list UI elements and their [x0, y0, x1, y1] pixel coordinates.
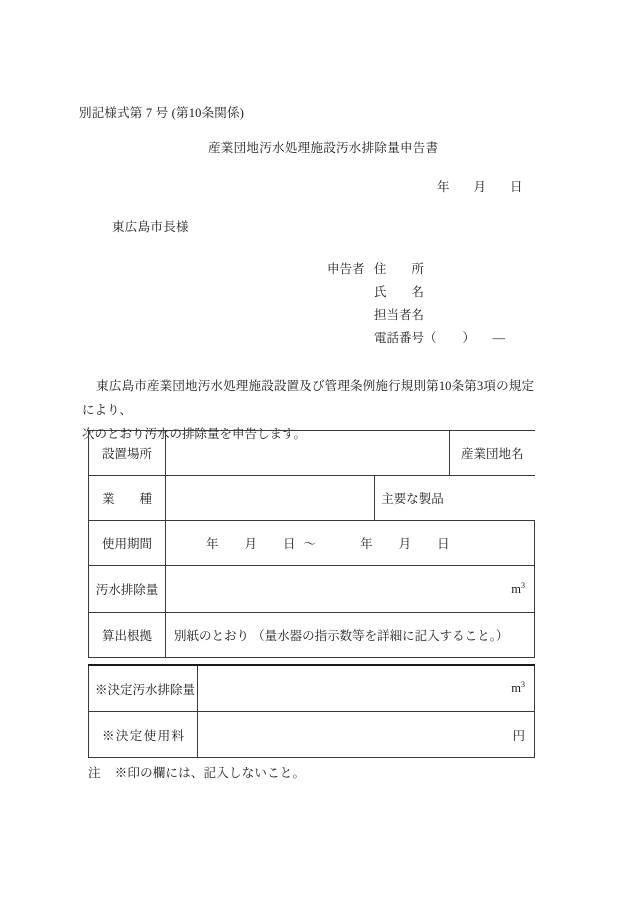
row-label-determined-discharge — [89, 665, 198, 712]
official-use-table — [88, 664, 535, 758]
row-value-basis[interactable]: 別紙のとおり （量水器の指示数等を詳細に記入すること。） — [166, 613, 535, 658]
period-tilde: ～ — [303, 537, 317, 551]
row-label-discharge — [89, 566, 166, 613]
declarant-phone-label: 電話番号 — [374, 331, 425, 345]
note-text: ※印の欄には、記入しないこと。 — [114, 766, 306, 780]
row-label-basis — [89, 613, 166, 658]
document-title: 産業団地汚水処理施設汚水排除量申告書 — [208, 141, 439, 155]
date-month-label: 月 — [473, 180, 487, 194]
table-row-determined-fee — [89, 712, 535, 758]
row-sublabel-industry-text: 主要な製品 — [381, 492, 444, 506]
main-form-table — [88, 430, 535, 658]
table-row-basis — [89, 613, 535, 658]
unit-m: m — [511, 581, 521, 596]
row-value-period[interactable] — [166, 521, 535, 566]
phone-open-paren: （ — [424, 331, 437, 345]
declarant-block — [327, 258, 505, 350]
row-sublabel-industry-cell — [375, 476, 535, 521]
date-day-label: 日 — [510, 180, 523, 194]
unit-cubic-meter — [511, 582, 525, 596]
unit-cubic-meter-official — [511, 681, 525, 695]
table-row-period — [89, 521, 535, 566]
phone-dash: ― — [492, 331, 506, 345]
table-row-discharge — [89, 566, 535, 613]
row-label-determined-fee — [89, 712, 198, 758]
row-value-discharge[interactable] — [166, 566, 535, 613]
declarant-contact-label: 担当者名 — [374, 308, 425, 322]
unit-m-official: m — [511, 681, 521, 695]
row-label-period-text: 使用期間 — [102, 537, 153, 551]
row-sublabel-location-text: 産業団地名 — [460, 447, 524, 461]
period-month-to: 月 — [398, 537, 412, 551]
row-label-location — [89, 431, 166, 476]
note-prefix: 注 — [88, 766, 101, 780]
row-value-industry[interactable] — [166, 476, 375, 521]
unit-exponent: 3 — [521, 580, 525, 590]
declarant-phone-row — [327, 327, 505, 350]
unit-yen: 円 — [512, 728, 525, 743]
unit-exponent-official: 3 — [521, 679, 525, 689]
row-label-industry-text: 業種 — [102, 492, 152, 506]
date-year-label: 年 — [437, 180, 450, 194]
row-label-discharge-text: 汚水排除量 — [95, 583, 159, 597]
declarant-name-row — [327, 281, 505, 304]
period-month-from: 月 — [244, 537, 258, 551]
period-year-to: 年 — [360, 537, 373, 551]
period-year-from: 年 — [206, 537, 219, 551]
period-day-to: 日 — [437, 537, 450, 551]
table-row-location — [89, 431, 535, 476]
addressee: 東広島市長様 — [112, 220, 189, 234]
body-line-2: 次のとおり汚水の排除量を申告します。 — [82, 427, 307, 441]
note-line — [88, 763, 305, 781]
body-line-1-text: 東広島市産業団地汚水処理施設設置及び管理条例施行規則第10条第3項の規定により、 — [82, 379, 534, 417]
row-label-industry — [89, 476, 166, 521]
phone-close-paren: ） — [462, 331, 476, 345]
declarant-contact-row — [327, 304, 505, 327]
row-value-determined-discharge — [198, 665, 535, 712]
date-line — [437, 177, 523, 195]
table-row-industry — [89, 476, 535, 521]
declarant-address-row — [327, 258, 505, 281]
declarant-name-label: 氏 名 — [374, 285, 425, 299]
row-sublabel-location — [450, 431, 535, 476]
period-day-from: 日 — [283, 537, 296, 551]
table-row-determined-discharge — [89, 665, 535, 712]
declarant-address-label: 住 所 — [374, 262, 425, 276]
row-label-determined-discharge-text: ※決定汚水排除量 — [95, 682, 196, 697]
row-value-location[interactable] — [166, 431, 450, 476]
row-label-location-text: 設置場所 — [102, 447, 153, 461]
row-value-determined-fee — [198, 712, 535, 758]
body-line-1 — [82, 374, 534, 422]
form-number: 別記様式第 7 号 (第10条関係) — [79, 106, 245, 120]
row-label-basis-text: 算出根拠 — [102, 629, 153, 643]
row-label-period — [89, 521, 166, 566]
declarant-lead-label: 申告者 — [327, 262, 365, 276]
row-label-determined-fee-text: ※決定使用料 — [102, 728, 184, 743]
